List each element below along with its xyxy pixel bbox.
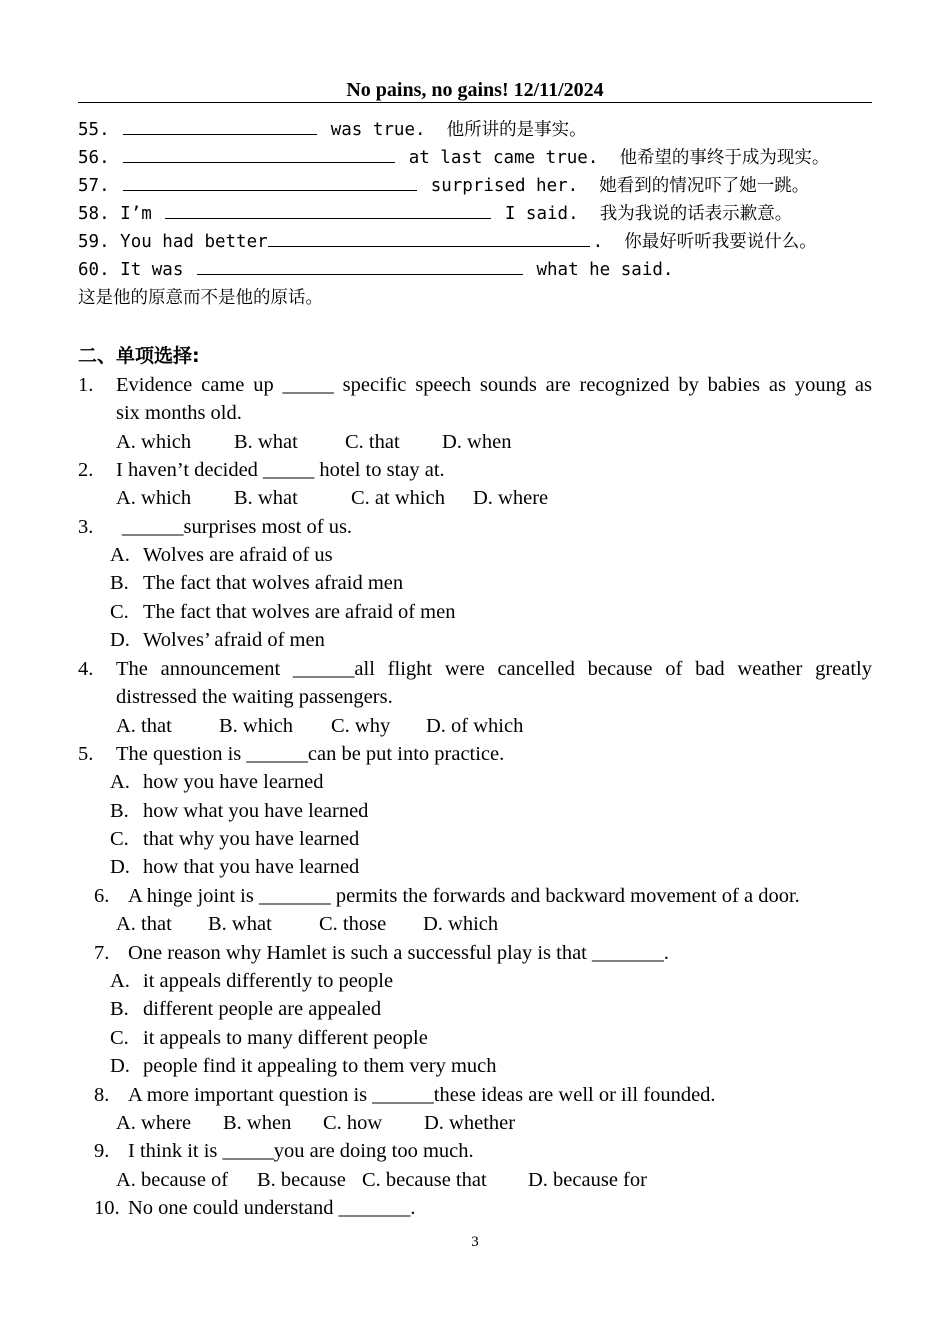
question-number: 1. (78, 374, 94, 396)
option-d[interactable]: D. where (473, 487, 549, 509)
option-c[interactable]: that why you have learned (143, 828, 360, 850)
item-number: 56. (78, 148, 110, 168)
option-d[interactable]: how that you have learned (143, 856, 360, 878)
option-a-label: A. (110, 771, 130, 793)
chinese-translation: 她看到的情况吓了她一跳。 (599, 176, 810, 196)
translation-item-56 (78, 144, 878, 172)
option-a-label: A. (110, 544, 130, 566)
question-text: A hinge joint is _______ permits the forwards and backward movement of a door. (128, 885, 800, 907)
answer-blank[interactable] (268, 228, 590, 247)
chinese-translation: 他希望的事终于成为现实。 (619, 148, 830, 168)
sentence-fragment: I’m (120, 204, 152, 224)
option-c-label: C. (110, 1027, 129, 1049)
item-number: 57. (78, 176, 110, 196)
sentence-fragment: what he said. (536, 260, 674, 280)
option-c[interactable]: C. those (319, 913, 387, 935)
option-d[interactable]: people find it appealing to them very much (143, 1055, 497, 1077)
chinese-translation-60: 这是他的原意而不是他的原话。 (78, 288, 323, 308)
sentence-fragment: was true. (330, 120, 426, 140)
question-number: 9. (94, 1140, 110, 1162)
translation-item-60 (78, 256, 878, 284)
option-b[interactable]: B. what (234, 487, 298, 509)
question-text: distressed the waiting passengers. (116, 686, 393, 708)
option-a[interactable]: Wolves are afraid of us (143, 544, 333, 566)
question-text: Evidence came up _____ specific speech sounds are recognized by babies as young as (116, 374, 872, 396)
sentence-fragment: surprised her. (430, 176, 579, 196)
option-a-label: A. (110, 970, 130, 992)
option-a[interactable]: A. because of (116, 1169, 229, 1191)
item-number: 58. (78, 204, 110, 224)
option-c[interactable]: C. because that (362, 1169, 487, 1191)
option-b[interactable]: The fact that wolves afraid men (143, 572, 404, 594)
translation-item-58 (78, 200, 878, 228)
option-c[interactable]: The fact that wolves are afraid of men (143, 601, 456, 623)
question-number: 5. (78, 743, 94, 765)
question-text: No one could understand _______. (128, 1197, 416, 1219)
question-text: six months old. (116, 402, 242, 424)
option-c[interactable]: C. why (331, 715, 391, 737)
answer-blank[interactable] (197, 256, 523, 275)
option-d-label: D. (110, 1055, 130, 1077)
item-number: 55. (78, 120, 110, 140)
option-a[interactable]: A. which (116, 431, 192, 453)
option-a[interactable]: it appeals differently to people (143, 970, 394, 992)
page-header-title: No pains, no gains! 12/11/2024 (346, 79, 604, 101)
option-b[interactable]: how what you have learned (143, 800, 369, 822)
chinese-translation: 我为我说的话表示歉意。 (599, 204, 793, 224)
option-d[interactable]: D. when (442, 431, 512, 453)
option-a[interactable]: how you have learned (143, 771, 324, 793)
option-d[interactable]: Wolves’ afraid of men (143, 629, 325, 651)
translation-item-59 (78, 228, 878, 256)
section-heading: 二、单项选择: (78, 345, 200, 367)
question-number: 6. (94, 885, 110, 907)
option-b[interactable]: B. which (219, 715, 294, 737)
question-number: 3. (78, 516, 94, 538)
option-d[interactable]: D. which (423, 913, 499, 935)
item-number: 59. (78, 232, 110, 252)
option-c-label: C. (110, 828, 129, 850)
option-c-label: C. (110, 601, 129, 623)
question-text: I haven’t decided _____ hotel to stay at. (116, 459, 445, 481)
option-b-label: B. (110, 998, 129, 1020)
option-b[interactable]: different people are appealed (143, 998, 382, 1020)
option-a[interactable]: A. that (116, 715, 172, 737)
sentence-fragment: I said. (504, 204, 579, 224)
option-d[interactable]: D. whether (424, 1112, 516, 1134)
sentence-fragment: . (592, 232, 604, 252)
option-b[interactable]: B. because (257, 1169, 346, 1191)
question-text: The announcement ______all flight were cancelled because of bad weather greatly (116, 658, 872, 680)
question-text: I think it is _____you are doing too much. (128, 1140, 474, 1162)
question-number: 7. (94, 942, 110, 964)
question-text: The question is ______can be put into practice. (116, 743, 505, 765)
option-b-label: B. (110, 572, 129, 594)
option-c[interactable]: C. that (345, 431, 400, 453)
option-d-label: D. (110, 629, 130, 651)
answer-blank[interactable] (123, 116, 317, 135)
option-d[interactable]: D. of which (426, 715, 524, 737)
question-number: 4. (78, 658, 94, 680)
translation-item-57 (78, 172, 878, 200)
sentence-fragment: It was (120, 260, 184, 280)
question-number: 2. (78, 459, 94, 481)
option-c[interactable]: C. at which (351, 487, 445, 509)
option-d[interactable]: D. because for (528, 1169, 647, 1191)
question-number: 8. (94, 1084, 110, 1106)
option-c[interactable]: it appeals to many different people (143, 1027, 428, 1049)
option-b[interactable]: B. what (234, 431, 298, 453)
option-d-label: D. (110, 856, 130, 878)
chinese-translation: 他所讲的是事实。 (446, 120, 587, 140)
answer-blank[interactable] (165, 200, 491, 219)
answer-blank[interactable] (123, 144, 395, 163)
question-text: ______surprises most of us. (122, 516, 353, 538)
question-number: 10. (94, 1197, 120, 1219)
option-b-label: B. (110, 800, 129, 822)
option-a[interactable]: A. where (116, 1112, 192, 1134)
option-b[interactable]: B. what (208, 913, 272, 935)
sentence-fragment: at last came true. (408, 148, 599, 168)
option-c[interactable]: C. how (323, 1112, 383, 1134)
sentence-fragment: You had better (120, 232, 268, 252)
question-text: A more important question is ______these ideas are well or ill founded. (128, 1084, 716, 1106)
question-text: One reason why Hamlet is such a successful play is that _______. (128, 942, 669, 964)
page-number: 3 (471, 1234, 479, 1250)
header-divider (78, 102, 872, 103)
option-a[interactable]: A. that (116, 913, 172, 935)
translation-item-55 (78, 116, 878, 144)
item-number: 60. (78, 260, 110, 280)
answer-blank[interactable] (123, 172, 417, 191)
option-b[interactable]: B. when (223, 1112, 292, 1134)
chinese-translation: 你最好听听我要说什么。 (624, 232, 817, 252)
option-a[interactable]: A. which (116, 487, 192, 509)
